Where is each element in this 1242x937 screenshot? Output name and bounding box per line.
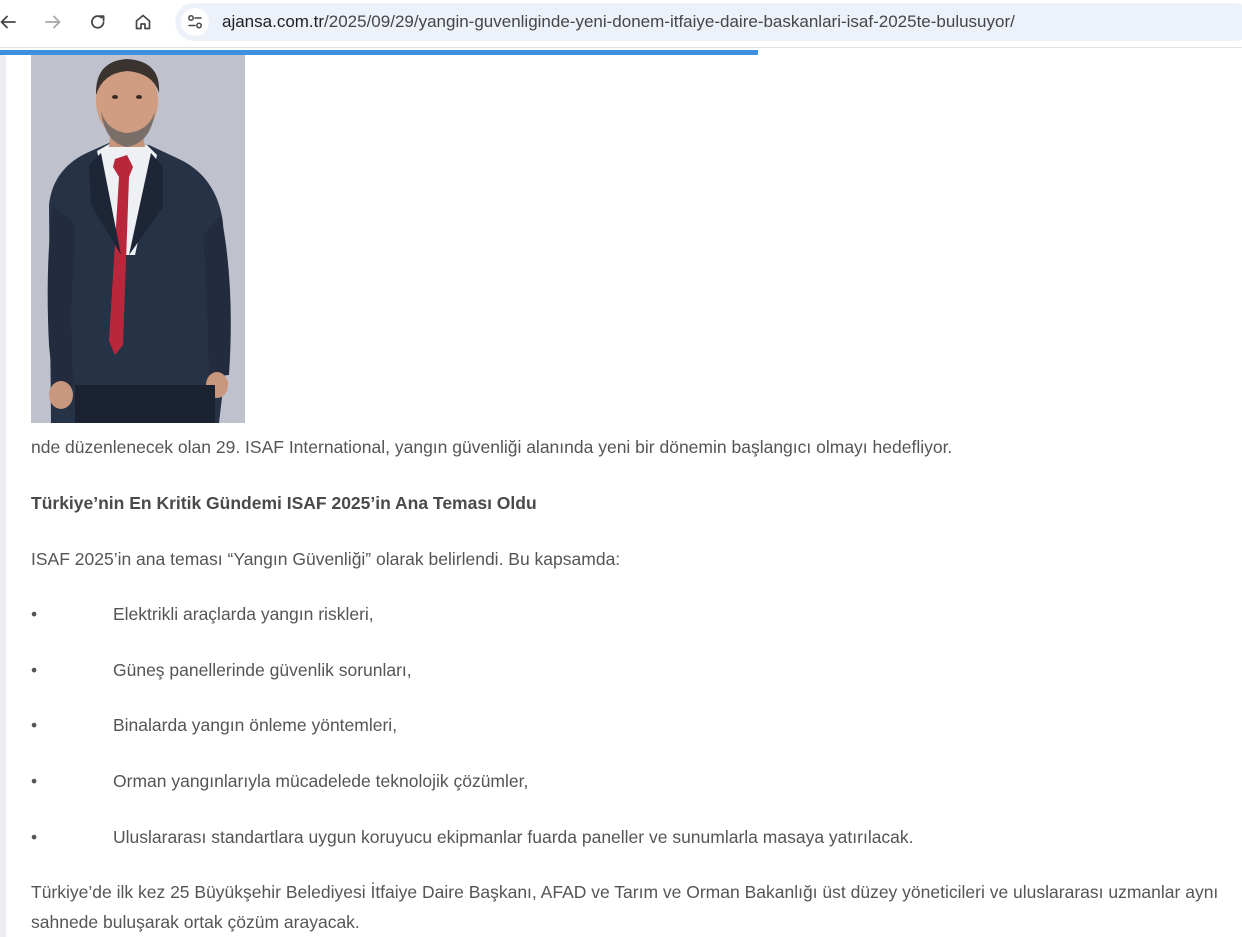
section-heading: Türkiye’nin En Kritik Gündemi ISAF 2025’in Ana Teması Oldu <box>31 493 537 513</box>
site-info-button[interactable] <box>181 8 209 36</box>
left-page-rail <box>0 55 6 937</box>
bullet-text: Güneş panellerinde güvenlik sorunları, <box>113 660 412 680</box>
address-bar[interactable] <box>175 3 1242 41</box>
back-button[interactable] <box>0 6 24 38</box>
closing-paragraph: Türkiye’de ilk kez 25 Büyükşehir Belediyesi İtfaiye Daire Başkanı, AFAD ve Tarım ve Orman Bakanlığı üst düzey yöneticileri ve uluslararası uzmanlar aynı sahnede buluşarak ortak çözüm arayacak. <box>31 882 1219 932</box>
list-item <box>31 604 1221 628</box>
home-icon <box>133 12 153 32</box>
site-settings-icon <box>186 13 204 31</box>
home-button[interactable] <box>127 6 159 38</box>
url-text[interactable] <box>222 12 1015 32</box>
list-item <box>31 715 1221 739</box>
bullet-marker: • <box>31 604 38 624</box>
forward-arrow-icon <box>43 12 63 32</box>
forward-button[interactable] <box>37 6 69 38</box>
url-path: /2025/09/29/yangin-guvenliginde-yeni-donem-itfaiye-daire-baskanlari-isaf-2025te-bulusuyor/ <box>324 12 1015 31</box>
bullet-text: Uluslararası standartlara uygun koruyucu ekipmanlar fuarda paneller ve sunumlarla masaya yatırılacak. <box>113 827 914 847</box>
bullet-text: Binalarda yangın önleme yöntemleri, <box>113 715 398 735</box>
intro-fragment: nde düzenlenecek olan 29. ISAF International, yangın güvenliği alanında yeni bir dönemin başlangıcı olmayı hedefliyor. <box>31 437 953 457</box>
bullet-text: Elektrikli araçlarda yangın riskleri, <box>113 604 374 624</box>
list-item <box>31 827 1221 851</box>
list-item <box>31 660 1221 684</box>
theme-sentence: ISAF 2025’in ana teması “Yangın Güvenliği” olarak belirlendi. Bu kapsamda: <box>31 549 621 569</box>
bullet-marker: • <box>31 660 38 680</box>
bullet-marker: • <box>31 715 38 735</box>
browser-toolbar <box>0 0 1242 44</box>
portrait-photo <box>31 55 245 423</box>
list-item <box>31 771 1221 795</box>
reload-button[interactable] <box>82 6 114 38</box>
toolbar-divider <box>0 47 1242 48</box>
bullet-marker: • <box>31 771 38 791</box>
url-host: ajansa.com.tr <box>222 12 325 31</box>
bullet-marker: • <box>31 827 38 847</box>
back-arrow-icon <box>0 12 18 32</box>
reload-icon <box>88 12 108 32</box>
bullet-text: Orman yangınlarıyla mücadelede teknolojik çözümler, <box>113 771 529 791</box>
